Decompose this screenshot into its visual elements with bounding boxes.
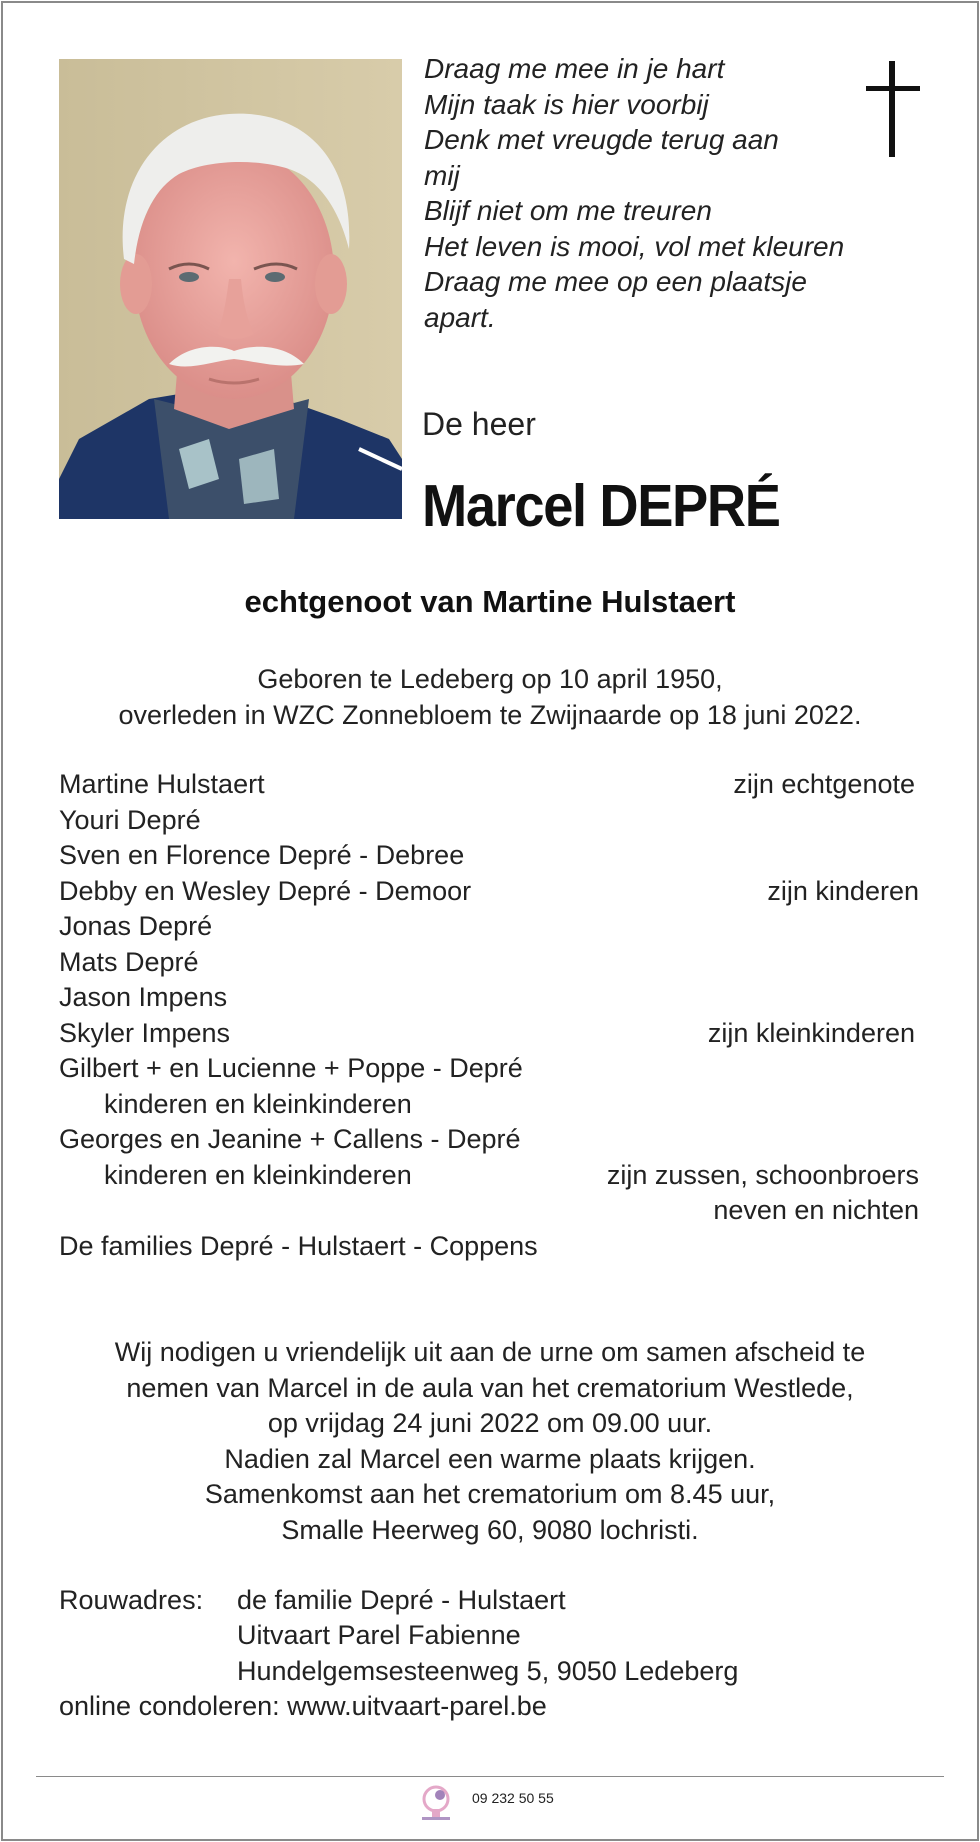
ceremony-invitation [0,1335,980,1548]
family-name: Martine Hulstaert [59,769,265,799]
family-relation: zijn kinderen [767,876,919,906]
family-row [59,1122,919,1158]
life-dates [0,662,980,733]
family-name: Gilbert + en Lucienne + Poppe - Depré [59,1053,523,1083]
address-line: Uitvaart Parel Fabienne [237,1620,521,1650]
family-row [59,803,919,839]
invitation-line: Samenkomst aan het crematorium om 8.45 uur, [204,1479,776,1509]
poem-line: Mijn taak is hier voorbij [424,88,709,120]
portrait-photo [59,59,402,519]
family-relation: zijn kleinkinderen [707,1018,915,1048]
family-name: Jonas Depré [59,911,213,941]
invitation-line: op vrijdag 24 juni 2022 om 09.00 uur. [267,1408,713,1438]
footer-divider [36,1776,944,1777]
family-row [59,838,919,874]
family-row [59,1051,919,1087]
birth-line: Geboren te Ledeberg op 10 april 1950, [257,664,723,694]
invitation-line: Wij nodigen u vriendelijk uit aan de urne om samen afscheid te [114,1337,866,1367]
invitation-line: nemen van Marcel in de aula van het crematorium Westlede, [126,1372,854,1403]
spouse-line: echtgenoot van Martine Hulstaert [244,584,736,619]
family-name: Debby en Wesley Depré - Demoor [59,876,472,906]
deceased-name: Marcel DEPRÉ [422,473,780,539]
poem-line: Denk met vreugde terug aan [424,124,779,155]
footer-phone: 09 232 50 55 [472,1790,554,1806]
poem [424,51,844,335]
invitation-line: Smalle Heerweg 60, 9080 lochristi. [281,1514,699,1545]
poem-line: Draag me mee op een plaatsje [424,266,807,297]
poem-line: Draag me mee in je hart [424,53,725,84]
poem-line: Het leven is mooi, vol met kleuren [424,230,845,262]
family-row [104,1158,919,1194]
family-relation: neven en nichten [713,1195,919,1225]
family-name: kinderen en kleinkinderen [104,1089,412,1119]
address-line: de familie Depré - Hulstaert [237,1585,566,1615]
family-name: Skyler Impens [59,1018,231,1048]
family-row [59,945,919,981]
poem-line: apart. [424,301,496,333]
family-name: De families Depré - Hulstaert - Coppens [59,1231,538,1261]
death-line: overleden in WZC Zonnebloem te Zwijnaarde op 18 juni 2022. [118,699,862,730]
address-line: Hundelgemsesteenweg 5, 9050 Ledeberg [237,1656,739,1686]
online-condolence: online condoleren: www.uitvaart-parel.be [59,1691,547,1721]
poem-line: mij [424,159,460,191]
family-row [59,1016,919,1052]
family-name: Sven en Florence Depré - Debree [59,840,465,870]
family-row [59,909,919,945]
cross-icon [866,61,920,157]
family-row [59,1229,919,1265]
family-name: kinderen en kleinkinderen [104,1160,412,1190]
family-row [104,1087,919,1123]
family-row [59,980,919,1016]
family-row [59,767,919,803]
family-relation: zijn zussen, schoonbroers [606,1160,919,1190]
poem-line: Blijf niet om me treuren [424,195,712,226]
family-relation: zijn echtgenote [733,769,915,799]
invitation-line: Nadien zal Marcel een warme plaats krijgen. [224,1443,756,1474]
address-label: Rouwadres: [59,1585,204,1615]
family-row [59,874,919,910]
family-name: Mats Depré [59,947,199,977]
family-name: Jason Impens [59,982,228,1012]
family-name: Georges en Jeanine + Callens - Depré [59,1124,521,1154]
family-name: Youri Depré [59,805,201,835]
salutation: De heer [422,406,536,442]
uitvaart-parel-logo-icon [418,1783,454,1823]
